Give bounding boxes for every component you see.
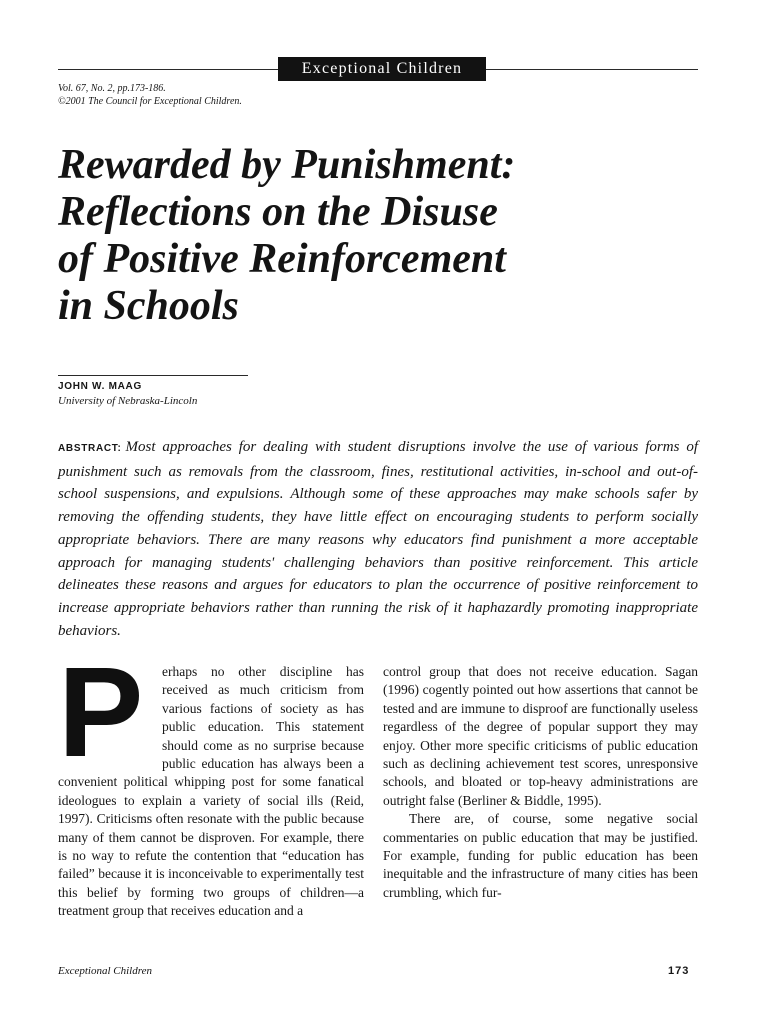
- header-rule-right: [486, 69, 698, 70]
- title-line-2: Reflections on the Disuse: [58, 189, 498, 235]
- body-paragraph-1: erhaps no other discipline has received as much criticism from various factions of society as has public education. This statement should come as no surprise because public education has always been a convenient political whipping post for some fanatical ideologues to explain a variety of social ills (Reid, 1997). Criticisms often resonate with the public because many of them cannot be disproven. For example, there is no way to refute the contention that “education has failed” because it is inconceivable to experimentally test this belief by forming two groups of children—a treatment group that receives education and a: [58, 664, 364, 919]
- footer-journal-name: Exceptional Children: [58, 965, 152, 977]
- volume-line: Vol. 67, No. 2, pp.173-186.: [58, 83, 166, 94]
- author-name: JOHN W. MAAG: [58, 381, 142, 392]
- drop-cap: P: [58, 641, 144, 784]
- body-paragraph-2: There are, of course, some negative social commentaries on public education that may be justified. For example, funding for public education has been inequitable and the infrastructure of many cities has been crumbling, which fur-: [383, 811, 698, 900]
- title-line-1: Rewarded by Punishment:: [58, 142, 516, 188]
- publication-meta: [58, 82, 242, 108]
- article-title: [58, 142, 718, 330]
- body-paragraph-1-cont: control group that does not receive education. Sagan (1996) cogently pointed out how assertions that cannot be tested and are immune to disproof are functionally useless regardless of the degree of popular support they may enjoy. Other more specific criticisms of public education such as declining achievement test scores, unresponsive schools, and bloated or top-heavy administrations are outright false (Berliner & Biddle, 1995).: [383, 664, 698, 808]
- copyright-line: ©2001 The Council for Exceptional Children.: [58, 96, 242, 107]
- abstract-text: Most approaches for dealing with student disruptions involve the use of various forms of punishment such as removals from the classroom, fines, restitutional activities, in-school and out-of-school suspensions, and expulsions. Although some of these approaches may make schools safer by removing the offending students, they have little effect on encouraging students to perform socially appropriate behaviors. There are many reasons why educators find punishment a more acceptable approach for managing students' challenging behaviors than positive reinforcement. This article delineates these reasons and argues for educators to plan the occurrence of positive reinforcement to increase appropriate behaviors rather than running the risk of it haphazardly promoting inappropriate behaviors.: [58, 439, 698, 639]
- title-line-4: in Schools: [58, 283, 239, 329]
- page-number: 173: [668, 965, 690, 977]
- body-column-left: [58, 641, 364, 921]
- author-rule: [58, 375, 248, 376]
- journal-tab: Exceptional Children: [278, 57, 486, 81]
- author-affiliation: University of Nebraska-Lincoln: [58, 395, 198, 407]
- header-rule-left: [58, 69, 278, 70]
- body-column-right: [383, 663, 698, 902]
- abstract: [58, 436, 698, 642]
- title-line-3: of Positive Reinforcement: [58, 236, 506, 282]
- abstract-label: ABSTRACT:: [58, 443, 122, 454]
